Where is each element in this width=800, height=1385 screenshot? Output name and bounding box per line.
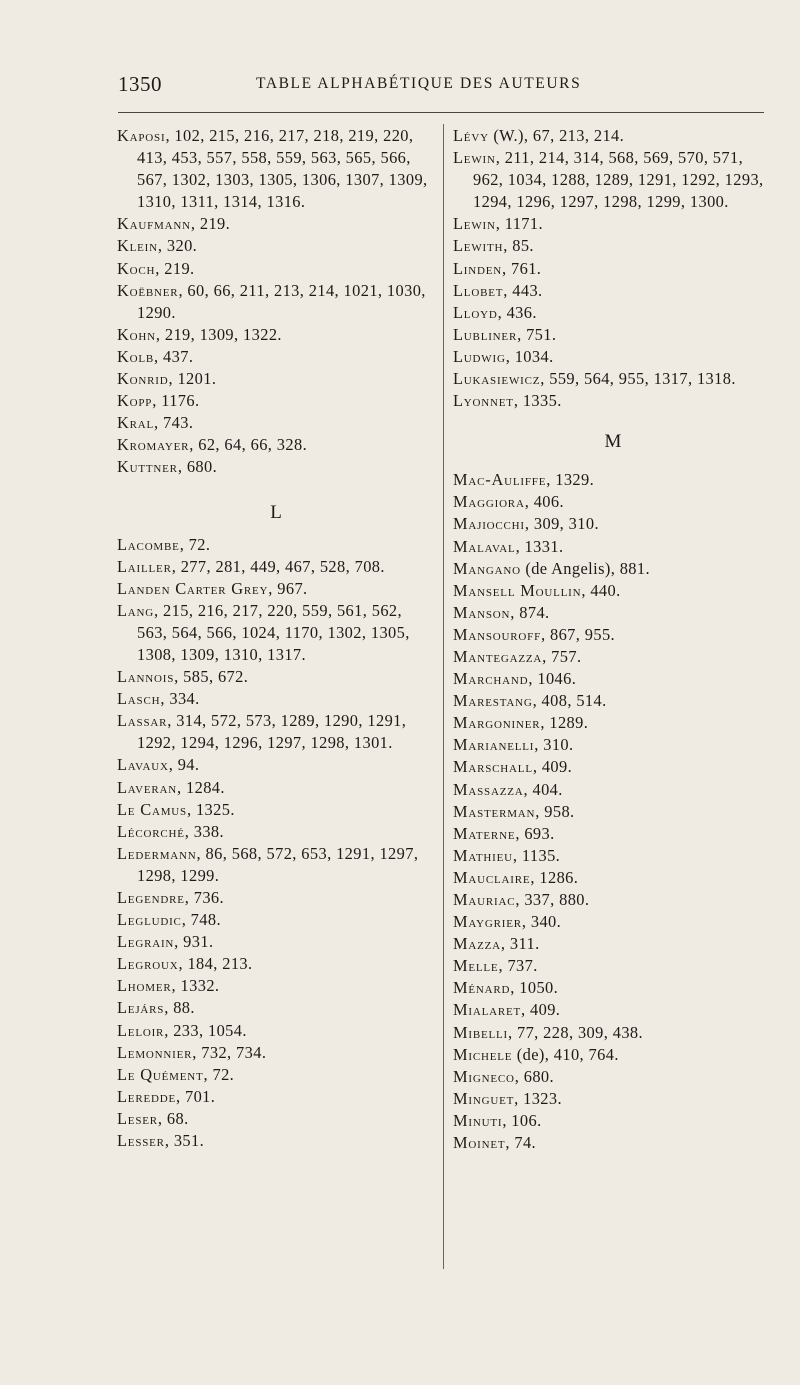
author-name: Leloir	[117, 1020, 165, 1040]
section-letter-l: L	[270, 501, 282, 523]
author-name: Leredde	[117, 1086, 176, 1106]
author-name: Marestang	[453, 691, 533, 711]
author-name: Lubliner	[453, 324, 518, 344]
index-entry	[453, 280, 773, 302]
page-references: , 106.	[502, 1110, 542, 1130]
index-entry	[117, 843, 435, 887]
index-entry	[117, 887, 435, 909]
page-references: , 958.	[535, 801, 575, 821]
author-name: Moinet	[453, 1133, 506, 1153]
index-entry	[453, 1066, 773, 1088]
index-entry	[117, 578, 435, 600]
page-references: , 1034.	[505, 346, 554, 366]
index-entry	[453, 536, 773, 558]
page-references: , 184, 213.	[178, 954, 253, 974]
author-name: Mauclaire	[453, 867, 531, 887]
index-entry	[453, 867, 773, 889]
author-name: Maggiora	[453, 492, 525, 512]
page-references: , 219, 1309, 1322.	[155, 324, 282, 344]
page-references: , 409.	[521, 1000, 561, 1020]
author-name: Michele	[453, 1044, 513, 1064]
index-entry	[453, 933, 773, 955]
author-name: Mantegazza	[453, 646, 543, 666]
author-name: Materne	[453, 823, 516, 843]
index-entry	[453, 779, 773, 801]
author-name: Lesser	[117, 1131, 165, 1151]
index-entry	[117, 258, 435, 280]
author-name: Kuttner	[117, 457, 178, 477]
index-entry	[453, 580, 773, 602]
index-entry	[453, 845, 773, 867]
page-references: , 931.	[174, 932, 214, 952]
page-references: , 1171.	[495, 214, 543, 234]
author-name: Mibelli	[453, 1022, 508, 1042]
index-entry	[453, 235, 773, 257]
author-name: Landen Carter Grey	[117, 578, 269, 598]
page-references: , 732, 734.	[192, 1042, 267, 1062]
index-entry	[117, 434, 435, 456]
author-name: Kaufmann	[117, 214, 191, 234]
author-name: Massazza	[453, 779, 524, 799]
page-references: , 88.	[164, 998, 195, 1018]
page-references: , 748.	[181, 910, 221, 930]
index-entry	[453, 213, 773, 235]
author-name: Marchand	[453, 669, 529, 689]
index-entry	[453, 889, 773, 911]
index-entry	[117, 600, 435, 666]
index-entry	[117, 799, 435, 821]
page-references: , 440.	[581, 580, 621, 600]
author-name: Melle	[453, 956, 499, 976]
page-references: , 743.	[154, 413, 194, 433]
index-entry	[117, 953, 435, 975]
author-name: Kohn	[117, 324, 156, 344]
index-entry	[117, 821, 435, 843]
index-entry	[117, 1108, 435, 1130]
page-references: , 701.	[176, 1086, 216, 1106]
page-references: , 680.	[177, 457, 218, 477]
index-entry	[453, 346, 773, 368]
page-references: , 1331.	[515, 536, 564, 556]
page-references: , 60, 66, 211, 213, 214, 1021, 1030, 1290.	[137, 280, 426, 322]
index-entry	[453, 302, 773, 324]
author-name: Marianelli	[453, 735, 535, 755]
page-references: , 404.	[523, 779, 563, 799]
author-name: Legendre	[117, 888, 185, 907]
author-name: Mazza	[453, 934, 501, 954]
author-name: Mansell Moullin	[453, 580, 582, 600]
author-name: Minguet	[453, 1088, 515, 1108]
page-references: , 86, 568, 572, 653, 1291, 1297, 1298, 1299.	[137, 843, 419, 885]
index-entry	[453, 801, 773, 823]
author-name: Mansouroff	[453, 624, 541, 644]
author-name: Lhomer	[117, 976, 172, 996]
author-name: Koch	[117, 258, 156, 278]
page-references: , 351.	[164, 1131, 205, 1151]
index-entry	[453, 911, 773, 933]
page-references: , 406.	[524, 492, 564, 512]
page-references: , 94.	[168, 755, 200, 775]
page-references: , 443.	[503, 280, 543, 300]
author-name: Kaposi	[117, 126, 166, 145]
author-name: Lavaux	[117, 755, 169, 775]
author-name: Lejárs	[117, 998, 165, 1018]
index-entry	[117, 213, 435, 235]
author-name: Legrain	[117, 932, 175, 952]
author-name: Lévy	[453, 126, 489, 145]
page-references: , 77, 228, 309, 438.	[508, 1022, 644, 1042]
page-references: , 1329.	[546, 470, 595, 490]
author-name: Kral	[117, 413, 155, 433]
index-entry	[453, 469, 773, 491]
author-name: Migneco	[453, 1066, 515, 1086]
column-divider	[443, 124, 444, 1269]
index-entry	[117, 412, 435, 434]
page-references: , 338.	[184, 821, 225, 841]
index-entry	[453, 1044, 773, 1066]
index-entry	[453, 646, 773, 668]
index-entry	[453, 955, 773, 977]
index-entry	[117, 1086, 435, 1108]
author-name: Kromayer	[117, 435, 190, 455]
page-references: , 757.	[542, 646, 582, 666]
page-references: , 1050.	[510, 978, 559, 998]
page-references: , 314, 572, 573, 1289, 1290, 1291, 1292, 1294, 1296, 1297, 1298, 1301.	[137, 711, 407, 753]
index-entry	[117, 1020, 435, 1042]
index-entry	[117, 666, 435, 688]
author-name: Koëbner	[117, 280, 179, 300]
page-references: (de), 410, 764.	[512, 1044, 619, 1064]
page-references: , 736.	[184, 888, 225, 907]
index-entry	[117, 368, 435, 390]
index-entry	[117, 909, 435, 931]
index-entry	[117, 346, 435, 368]
author-name: Ménard	[453, 978, 511, 998]
index-entry	[453, 147, 773, 213]
index-entry	[453, 756, 773, 778]
page-references: , 85.	[503, 236, 534, 256]
author-name: Legroux	[117, 954, 179, 974]
author-name: Lukasiewicz	[453, 369, 541, 389]
index-entry	[453, 712, 773, 734]
left-column	[117, 125, 435, 1152]
index-entry	[117, 710, 435, 754]
index-entry	[453, 977, 773, 999]
page-references: , 311.	[500, 934, 540, 954]
author-name: Konrid	[117, 369, 169, 389]
right-column	[453, 125, 773, 1154]
page-references: , 751.	[517, 324, 557, 344]
index-entry	[117, 235, 435, 257]
page-references: , 62, 64, 66, 328.	[189, 435, 308, 455]
page-references: , 1323.	[514, 1088, 562, 1108]
index-entry	[453, 324, 773, 346]
author-name: Lasch	[117, 689, 161, 709]
index-entry	[453, 690, 773, 712]
page-references: , 334.	[160, 689, 200, 709]
page-references: , 559, 564, 955, 1317, 1318.	[540, 369, 736, 389]
index-entry	[117, 1064, 435, 1086]
page-references: , 219.	[190, 214, 231, 234]
page-references: , 437.	[154, 346, 194, 366]
author-name: Maygrier	[453, 912, 522, 932]
page-references: , 1332.	[171, 976, 220, 996]
author-name: Mathieu	[453, 845, 513, 865]
author-name: Linden	[453, 258, 503, 278]
page-references: , 309, 310.	[524, 514, 599, 534]
index-entry	[453, 368, 773, 390]
index-entry	[453, 624, 773, 646]
author-name: Lewin	[453, 214, 496, 234]
page-references: , 693.	[515, 823, 555, 843]
author-name: Mialaret	[453, 1000, 522, 1020]
index-entry	[117, 456, 435, 478]
index-entry	[453, 125, 773, 147]
index-entry	[453, 999, 773, 1021]
author-name: Mac-Auliffe	[453, 470, 547, 490]
entry-list-l-continued	[453, 125, 773, 412]
index-entry	[453, 1132, 773, 1154]
author-name: Lemonnier	[117, 1042, 193, 1062]
index-entry	[453, 1088, 773, 1110]
author-name: Ledermann	[117, 843, 197, 863]
running-title: TABLE ALPHABÉTIQUE DES AUTEURS	[256, 75, 582, 92]
page-references: , 72.	[203, 1064, 235, 1084]
author-name: Mauriac	[453, 890, 516, 909]
author-name: Marschall	[453, 757, 533, 777]
page-references: , 1335.	[513, 391, 562, 411]
page-references: , 102, 215, 216, 217, 218, 219, 220, 413, 453, 557, 558, 559, 563, 565, 566, 567, 1302, 1303, 1305, 1306, 1307, 1309, 1310, 1311, 1314, 1316.	[137, 126, 428, 212]
author-name: Legludic	[117, 910, 182, 930]
author-name: Le Quément	[117, 1064, 204, 1084]
page-references: , 436.	[497, 302, 537, 322]
index-entry	[453, 258, 773, 280]
page-references: , 1201.	[168, 369, 217, 389]
author-name: Lailler	[117, 556, 172, 576]
page-references: , 1325.	[186, 799, 235, 819]
page-references: , 867, 955.	[540, 624, 616, 644]
page-references: , 337, 880.	[515, 890, 590, 909]
author-name: Ludwig	[453, 346, 506, 366]
page-references: , 1289.	[540, 713, 589, 733]
page-references: , 737.	[498, 956, 538, 976]
author-name: Lacombe	[117, 534, 180, 554]
index-entry	[453, 491, 773, 513]
page-references: , 340.	[521, 912, 562, 932]
author-name: Le Camus	[117, 799, 187, 819]
page-references: , 68.	[157, 1108, 189, 1128]
index-entry	[453, 823, 773, 845]
index-entry	[453, 1022, 773, 1044]
index-entry	[117, 931, 435, 953]
author-name: Klein	[117, 236, 158, 256]
author-name: Kopp	[117, 391, 153, 411]
index-entry	[117, 975, 435, 997]
index-entry	[453, 734, 773, 756]
page-references: , 215, 216, 217, 220, 559, 561, 562, 563, 564, 566, 1024, 1170, 1302, 1305, 1308, 1309, 1310, 1317.	[137, 600, 410, 664]
index-entry	[453, 513, 773, 535]
header-rule	[118, 112, 764, 113]
index-entry	[117, 125, 435, 213]
entry-list-k	[117, 125, 435, 479]
author-name: Laveran	[117, 777, 178, 797]
page-references: , 874.	[510, 602, 550, 622]
page-references: (W.), 67, 213, 214.	[488, 126, 625, 145]
page-references: , 72.	[179, 534, 211, 554]
section-letter-m: M	[604, 431, 622, 453]
author-name: Lewin	[453, 148, 496, 168]
index-entry	[117, 324, 435, 346]
page-number: 1350	[118, 72, 162, 96]
page-references: , 680.	[514, 1066, 555, 1086]
index-entry	[117, 754, 435, 776]
page-references: , 310.	[534, 735, 574, 755]
index-entry	[453, 1110, 773, 1132]
author-name: Lang	[117, 600, 155, 620]
index-entry	[117, 997, 435, 1019]
page-references: , 408, 514.	[532, 691, 607, 711]
index-entry	[117, 556, 435, 578]
page-references: , 409.	[532, 757, 573, 777]
index-entry	[117, 777, 435, 799]
page-references: , 1286.	[530, 867, 579, 887]
author-name: Lannois	[117, 667, 175, 687]
author-name: Manson	[453, 602, 511, 622]
index-entry	[117, 1130, 435, 1152]
page-references: , 233, 1054.	[164, 1020, 247, 1040]
author-name: Majiocchi	[453, 514, 525, 534]
page-references: , 1135.	[512, 845, 561, 865]
page-references: , 219.	[155, 258, 195, 278]
page-references: , 74.	[505, 1133, 537, 1153]
author-name: Leser	[117, 1108, 158, 1128]
index-entry	[117, 688, 435, 710]
author-name: Minuti	[453, 1110, 503, 1130]
index-entry	[453, 390, 773, 412]
page-references: , 967.	[268, 578, 308, 598]
page-references: , 211, 214, 314, 568, 569, 570, 571, 962, 1034, 1288, 1289, 1291, 1292, 1293, 1294, 1296, 1297, 1298, 1299, 1300.	[473, 148, 764, 212]
author-name: Llobet	[453, 280, 504, 300]
entry-list-m	[453, 469, 773, 1154]
page-references: , 1046.	[528, 669, 577, 689]
index-entry	[117, 1042, 435, 1064]
index-entry	[453, 558, 773, 580]
page-references: , 585, 672.	[174, 667, 249, 687]
author-name: Lécorché	[117, 821, 185, 841]
author-name: Lassar	[117, 711, 168, 731]
author-name: Lloyd	[453, 302, 498, 322]
author-name: Lewith	[453, 236, 504, 256]
page-references: , 1284.	[177, 777, 225, 797]
index-entry	[453, 602, 773, 624]
author-name: Kolb	[117, 346, 155, 366]
page-references: , 277, 281, 449, 467, 528, 708.	[171, 556, 385, 576]
author-name: Margoniner	[453, 713, 541, 733]
author-name: Lyonnet	[453, 391, 514, 411]
page-references: , 320.	[157, 236, 198, 256]
page-references: , 761.	[502, 258, 542, 278]
page-references: , 1176.	[152, 391, 200, 411]
page-header	[118, 72, 766, 106]
page-references: (de Angelis), 881.	[520, 558, 650, 578]
author-name: Mangano	[453, 558, 521, 578]
index-entry	[117, 280, 435, 324]
index-entry	[117, 390, 435, 412]
author-name: Masterman	[453, 801, 536, 821]
entry-list-l	[117, 534, 435, 1153]
author-name: Malaval	[453, 536, 516, 556]
index-entry	[453, 668, 773, 690]
